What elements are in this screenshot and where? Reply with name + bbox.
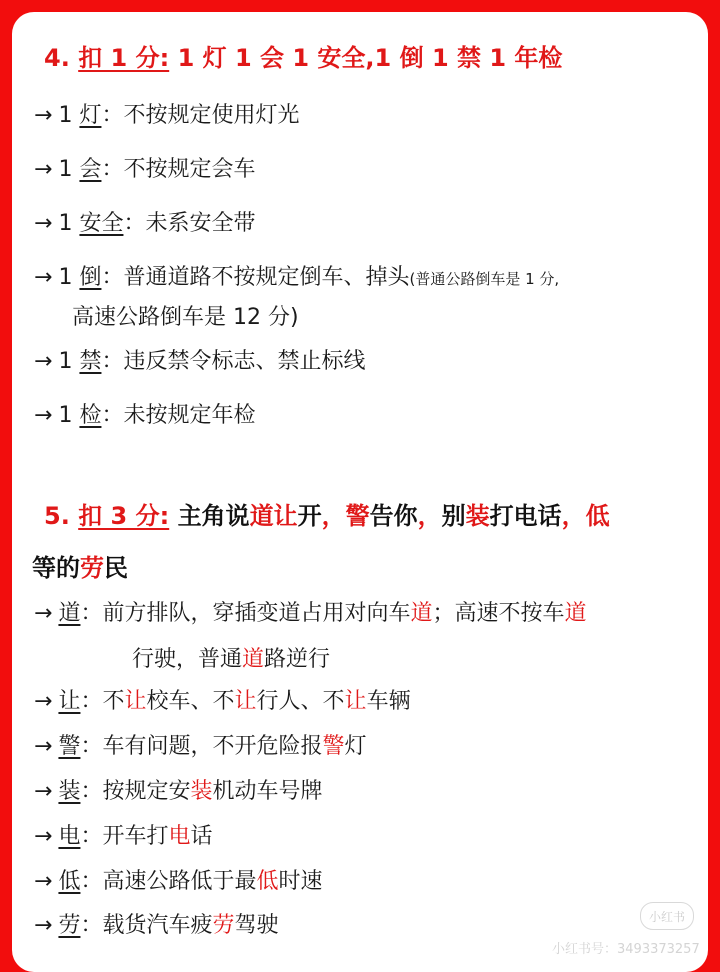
item-key: 会 bbox=[79, 157, 102, 182]
item-key: 低 bbox=[58, 869, 81, 894]
item-key: 禁 bbox=[79, 349, 102, 374]
list-item: → 1 倒：普通道路不按规定倒车、掉头(普通公路倒车是 1 分, bbox=[34, 265, 560, 290]
item-key: 让 bbox=[58, 689, 81, 714]
arrow-icon: → bbox=[34, 734, 53, 759]
watermark-badge: 小红书 bbox=[640, 902, 694, 930]
list-item: → 让：不让校车、不让行人、不让车辆 bbox=[34, 689, 411, 714]
list-item: → 道：前方排队，穿插变道占用对向车道；高速不按车道 bbox=[34, 601, 587, 626]
arrow-icon: → bbox=[34, 211, 53, 236]
item-note: (普通公路倒车是 1 分, bbox=[409, 270, 560, 288]
arrow-icon: → bbox=[34, 913, 53, 938]
item-key: 检 bbox=[79, 403, 102, 428]
arrow-icon: → bbox=[34, 349, 53, 374]
section-points: 扣 1 分: bbox=[78, 44, 170, 72]
section-points: 扣 3 分: bbox=[78, 502, 170, 530]
arrow-icon: → bbox=[34, 103, 53, 128]
item-key: 劳 bbox=[58, 913, 81, 938]
list-item: → 劳：载货汽车疲劳驾驶 bbox=[34, 913, 279, 938]
item-key: 装 bbox=[58, 779, 81, 804]
item-note-continued: 高速公路倒车是 12 分) bbox=[72, 305, 299, 330]
section-5-heading-continued: 等的劳民 bbox=[32, 554, 128, 582]
list-item: → 装：按规定安装机动车号牌 bbox=[34, 779, 323, 804]
arrow-icon: → bbox=[34, 689, 53, 714]
section-mnemonic: 1 灯 1 会 1 安全,1 倒 1 禁 1 年检 bbox=[177, 44, 563, 72]
list-item: → 1 灯：不按规定使用灯光 bbox=[34, 103, 300, 128]
list-item: → 低：高速公路低于最低时速 bbox=[34, 869, 323, 894]
item-key: 道 bbox=[58, 601, 81, 626]
arrow-icon: → bbox=[34, 779, 53, 804]
item-text: 未按规定年检 bbox=[123, 403, 256, 428]
list-item: → 警：车有问题，不开危险报警灯 bbox=[34, 734, 367, 759]
watermark-id: 小红书号：3493373257 bbox=[552, 942, 700, 957]
section-number: 5. bbox=[44, 502, 70, 530]
arrow-icon: → bbox=[34, 265, 53, 290]
content-card bbox=[12, 12, 708, 972]
item-key: 安全 bbox=[79, 211, 124, 236]
arrow-icon: → bbox=[34, 601, 53, 626]
arrow-icon: → bbox=[34, 403, 53, 428]
item-text: 未系安全带 bbox=[145, 211, 256, 236]
item-text: 违反禁令标志、禁止标线 bbox=[123, 349, 366, 374]
item-key: 灯 bbox=[79, 103, 102, 128]
arrow-icon: → bbox=[34, 869, 53, 894]
item-text: 不按规定使用灯光 bbox=[123, 103, 300, 128]
item-key: 倒 bbox=[79, 265, 102, 290]
section-5-heading: 5. 扣 3 分: 主角说道让开，警告你，别装打电话，低 bbox=[44, 502, 610, 530]
list-item: → 1 检：未按规定年检 bbox=[34, 403, 256, 428]
list-item: → 1 禁：违反禁令标志、禁止标线 bbox=[34, 349, 366, 374]
section-4-heading bbox=[44, 38, 562, 73]
arrow-icon: → bbox=[34, 824, 53, 849]
list-item: → 1 会：不按规定会车 bbox=[34, 157, 256, 182]
item-text: 不按规定会车 bbox=[123, 157, 256, 182]
list-item: → 电：开车打电话 bbox=[34, 824, 213, 849]
list-item: → 1 安全：未系安全带 bbox=[34, 211, 256, 236]
item-text-continued: 行驶，普通道路逆行 bbox=[132, 647, 331, 672]
item-text: 普通道路不按规定倒车、掉头 bbox=[123, 265, 410, 290]
item-key: 电 bbox=[58, 824, 81, 849]
section-number: 4. bbox=[44, 44, 70, 72]
item-key: 警 bbox=[58, 734, 81, 759]
arrow-icon: → bbox=[34, 157, 53, 182]
